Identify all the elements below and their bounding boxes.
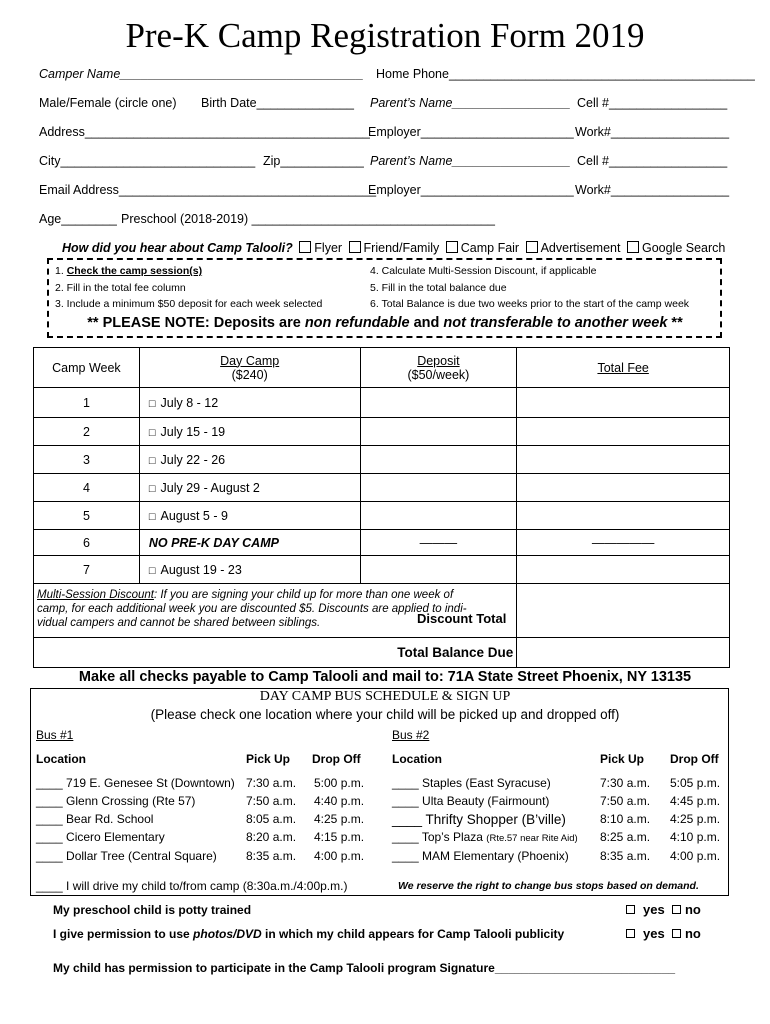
page-title: Pre-K Camp Registration Form 2019	[125, 16, 645, 55]
publicity-permission	[53, 927, 564, 941]
instruction-3: 3. Include a minimum $50 deposit for each week selected	[55, 298, 323, 310]
table-header-row	[34, 348, 730, 388]
bus-1-header-location: Location	[36, 752, 86, 766]
city-field[interactable]: City____________________________	[39, 154, 256, 168]
day-camp-cell	[139, 556, 360, 584]
deposit-cell[interactable]	[360, 388, 517, 418]
pickup-time: 8:10 a.m.	[600, 812, 651, 826]
discount-row	[34, 584, 730, 638]
table-row	[34, 502, 730, 530]
dropoff-time: 4:00 p.m.	[314, 849, 365, 863]
week-label: August 19 - 23	[160, 562, 242, 577]
header-deposit	[360, 348, 517, 388]
discount-text-3: vidual campers and cannot be shared between siblings	[37, 617, 318, 629]
bus-2-label: Bus #2	[392, 728, 430, 742]
week-number: 2	[34, 418, 140, 446]
balance-due-label: Total Balance Due	[34, 638, 517, 668]
camp-fair-label: Camp Fair	[460, 241, 520, 255]
reserve-right-note: We reserve the right to change bus stops based on demand.	[398, 880, 699, 892]
week-label: NO PRE-K DAY CAMP	[148, 535, 279, 550]
table-row	[34, 474, 730, 502]
table-row	[34, 446, 730, 474]
bus-1-header-pickup: Pick Up	[246, 752, 291, 766]
instruction-1-number: 1.	[55, 265, 67, 277]
note-part-a: ** PLEASE NOTE: Deposits are	[87, 315, 305, 331]
camper-name-field[interactable]: Camper Name___________________________________	[39, 67, 364, 81]
parent-name-field-2[interactable]: Parent’s Name_________________	[370, 154, 571, 168]
pickup-time: 7:50 a.m.	[600, 794, 651, 808]
week-number: 1	[34, 388, 140, 418]
pickup-time: 7:30 a.m.	[600, 776, 651, 790]
note-part-d: not transferable to another week	[443, 315, 668, 331]
bus-stop-location: ____ MAM Elementary (Phoenix)	[392, 849, 569, 863]
bus-2-header-pickup: Pick Up	[600, 752, 645, 766]
header-deposit-rate: ($50/week)	[407, 367, 470, 382]
header-total-fee: Total Fee	[517, 348, 730, 388]
discount-cell	[34, 584, 517, 638]
google-search-label: Google Search	[641, 241, 726, 255]
bus-stop-option[interactable]: ____ Bear Rd. School	[36, 812, 154, 826]
day-camp-cell	[139, 502, 360, 530]
advertisement-checkbox[interactable]	[526, 241, 538, 253]
perm-part-b: photos/DVD	[193, 927, 262, 941]
total-fee-cell[interactable]	[517, 418, 730, 446]
week-number: 4	[34, 474, 140, 502]
pickup-time: 8:20 a.m.	[246, 830, 297, 844]
dropoff-time: 4:10 p.m.	[670, 830, 721, 844]
note-part-e: **	[667, 315, 683, 331]
dropoff-time: 4:15 p.m.	[314, 830, 365, 844]
day-camp-cell	[139, 530, 360, 556]
session-checkbox[interactable]: □	[148, 426, 156, 439]
note-part-b: non refundable	[304, 315, 410, 331]
week-label: July 15 - 19	[160, 424, 226, 439]
drive-myself-option[interactable]: ____ I will drive my child to/from camp (8:30a.m./4:00p.m.)	[36, 879, 348, 893]
birth-date-field[interactable]: Birth Date______________	[201, 96, 354, 110]
session-checkbox[interactable]: □	[148, 454, 156, 467]
bus-stop-option[interactable]	[392, 776, 551, 790]
bus-stop-option[interactable]	[392, 812, 566, 827]
perm-part-a: I give permission to use	[53, 927, 194, 941]
deposit-cell[interactable]	[360, 474, 517, 502]
week-label: July 8 - 12	[160, 395, 219, 410]
table-row	[34, 388, 730, 418]
bus-stop-option[interactable]: ____ Dollar Tree (Central Square)	[36, 849, 217, 863]
total-fee-cell[interactable]	[517, 474, 730, 502]
potty-yes-checkbox[interactable]	[626, 905, 635, 914]
header-day-camp-price: ($240)	[231, 367, 268, 382]
publicity-no-checkbox[interactable]	[672, 929, 681, 938]
day-camp-cell	[139, 388, 360, 418]
home-phone-field[interactable]: Home Phone____________________________________________	[376, 67, 755, 81]
work-field-1[interactable]: Work#_________________	[575, 125, 730, 139]
instruction-2: 2. Fill in the total fee column	[55, 282, 186, 294]
bus-1-label: Bus #1	[36, 728, 74, 742]
discount-total-input[interactable]	[517, 584, 730, 638]
preschool-field[interactable]: Preschool (2018-2019) ___________________________________	[121, 212, 495, 226]
dropoff-time: 4:25 p.m.	[670, 812, 721, 826]
instruction-5: 5. Fill in the total balance due	[370, 282, 507, 294]
checks-payable-note: Make all checks payable to Camp Talooli and mail to: 71A State Street Phoenix, NY 13135	[78, 669, 692, 685]
bus-title: DAY CAMP BUS SCHEDULE & SIGN UP	[259, 689, 511, 704]
parent-name-field-1[interactable]: Parent’s Name_________________	[370, 96, 571, 110]
session-checkbox[interactable]: □	[148, 564, 156, 577]
note-part-c: and	[409, 315, 444, 331]
bus-stop-option[interactable]	[392, 830, 578, 844]
potty-no-checkbox[interactable]	[672, 905, 681, 914]
pickup-time: 8:35 a.m.	[246, 849, 297, 863]
total-fee-cell[interactable]	[517, 388, 730, 418]
total-fee-cell[interactable]	[517, 556, 730, 584]
signature-line[interactable]: My child has permission to participate in the Camp Talooli program Signature___________________________	[53, 961, 676, 975]
table-row	[34, 556, 730, 584]
header-deposit-label: Deposit	[417, 353, 460, 368]
publicity-yes-label: yes	[643, 926, 665, 941]
bus-stop-option[interactable]: ____ Cicero Elementary	[36, 830, 165, 844]
publicity-yes-checkbox[interactable]	[626, 929, 635, 938]
bus-stop-option[interactable]	[392, 794, 549, 808]
bus-2-header-location: Location	[392, 752, 442, 766]
bus-stop-option[interactable]: ____ 719 E. Genesee St (Downtown)	[36, 776, 235, 790]
potty-answer	[626, 902, 701, 917]
work-field-2[interactable]: Work#_________________	[575, 183, 730, 197]
fee-table	[33, 347, 730, 668]
week-number: 3	[34, 446, 140, 474]
bus-2-header-dropoff: Drop Off	[670, 752, 719, 766]
potty-no-label: no	[684, 902, 701, 917]
address-field[interactable]: Address_________________________________________	[39, 125, 370, 139]
instruction-1-text: Check the camp session(s)	[66, 265, 203, 277]
deposit-cell[interactable]	[360, 502, 517, 530]
employer-field-2[interactable]: Employer______________________	[368, 183, 574, 197]
discount-label: Multi-Session Discount	[37, 589, 154, 601]
age-field[interactable]: Age________	[39, 212, 117, 226]
pickup-time: 8:25 a.m.	[600, 830, 651, 844]
deposit-note	[0, 315, 770, 331]
discount-text-4: .	[317, 617, 321, 629]
balance-due-input[interactable]	[517, 638, 730, 668]
deposit-cell[interactable]	[360, 556, 517, 584]
friend-family-label: Friend/Family	[363, 241, 440, 255]
bus-stop-option[interactable]	[392, 849, 569, 863]
day-camp-cell	[139, 446, 360, 474]
zip-field[interactable]: Zip____________	[263, 154, 364, 168]
table-row	[34, 530, 730, 556]
bus-stop-location: ____ Thrifty Shopper (B’ville)	[392, 812, 566, 827]
dropoff-time: 4:00 p.m.	[670, 849, 721, 863]
cell-field-2[interactable]: Cell #_________________	[577, 154, 728, 168]
total-fee-cell[interactable]	[517, 446, 730, 474]
week-label: July 29 - August 2	[160, 480, 260, 495]
bus-stop-location: ____ Staples (East Syracuse)	[392, 776, 551, 790]
discount-total-label: Discount Total	[417, 611, 507, 626]
flyer-checkbox[interactable]	[299, 241, 311, 253]
dropoff-time: 4:25 p.m.	[314, 812, 365, 826]
potty-trained-question: My preschool child is potty trained	[53, 903, 252, 917]
gender-field[interactable]: Male/Female (circle one)	[39, 96, 177, 110]
employer-field-1[interactable]: Employer______________________	[368, 125, 574, 139]
day-camp-cell	[139, 474, 360, 502]
publicity-answer	[626, 926, 701, 941]
table-row	[34, 418, 730, 446]
dropoff-time: 5:00 p.m.	[314, 776, 365, 790]
week-label: July 22 - 26	[160, 452, 226, 467]
deposit-cell[interactable]	[360, 418, 517, 446]
dropoff-time: 4:40 p.m.	[314, 794, 365, 808]
week-number: 5	[34, 502, 140, 530]
header-day-camp-label: Day Camp	[220, 353, 280, 368]
pickup-time: 8:05 a.m.	[246, 812, 297, 826]
hear-about-row	[62, 241, 725, 255]
pickup-time: 8:35 a.m.	[600, 849, 651, 863]
session-checkbox[interactable]: □	[148, 397, 156, 410]
balance-row	[34, 638, 730, 668]
deposit-cell: ———	[360, 530, 517, 556]
bus-stop-location: ____ Top’s Plaza	[392, 830, 487, 844]
week-number: 6	[34, 530, 140, 556]
friend-family-checkbox[interactable]	[349, 241, 361, 253]
cell-field-1[interactable]: Cell #_________________	[577, 96, 728, 110]
pickup-time: 7:30 a.m.	[246, 776, 297, 790]
header-camp-week: Camp Week	[34, 348, 140, 388]
total-fee-cell: —————	[517, 530, 730, 556]
discount-text-1: : If you are signing your child up for more than one week of	[153, 589, 454, 601]
flyer-label: Flyer	[314, 241, 343, 255]
discount-text-2: camp, for each additional week you are discounted $5. Discounts are applied to indi-	[37, 603, 467, 615]
bus-stop-location: ____ Ulta Beauty (Fairmount)	[392, 794, 550, 808]
week-number: 7	[34, 556, 140, 584]
instruction-6: 6. Total Balance is due two weeks prior to the start of the camp week	[370, 298, 690, 310]
day-camp-cell	[139, 418, 360, 446]
publicity-no-label: no	[684, 926, 701, 941]
advertisement-label: Advertisement	[540, 241, 621, 255]
session-checkbox[interactable]: □	[148, 510, 156, 523]
instruction-4: 4. Calculate Multi-Session Discount, if applicable	[370, 265, 597, 277]
pickup-time: 7:50 a.m.	[246, 794, 297, 808]
bus-subtitle: (Please check one location where your child will be picked up and dropped off)	[150, 707, 620, 722]
session-checkbox[interactable]: □	[148, 482, 156, 495]
google-search-checkbox[interactable]	[627, 241, 639, 253]
instruction-1	[55, 265, 202, 277]
week-label: August 5 - 9	[160, 508, 228, 523]
bus-stop-option[interactable]: ____ Glenn Crossing (Rte 57)	[36, 794, 196, 808]
total-fee-cell[interactable]	[517, 502, 730, 530]
hear-question: How did you hear about Camp Talooli?	[62, 241, 293, 255]
potty-yes-label: yes	[643, 902, 665, 917]
deposit-cell[interactable]	[360, 446, 517, 474]
bus-1-header-dropoff: Drop Off	[312, 752, 361, 766]
bus-stop-location-note: (Rte.57 near Rite Aid)	[486, 833, 578, 844]
camp-fair-checkbox[interactable]	[446, 241, 458, 253]
header-day-camp	[139, 348, 360, 388]
dropoff-time: 5:05 p.m.	[670, 776, 721, 790]
perm-part-c: in which my child appears for Camp Talooli publicity	[261, 927, 565, 941]
email-field[interactable]: Email Address_____________________________________	[39, 183, 377, 197]
dropoff-time: 4:45 p.m.	[670, 794, 721, 808]
